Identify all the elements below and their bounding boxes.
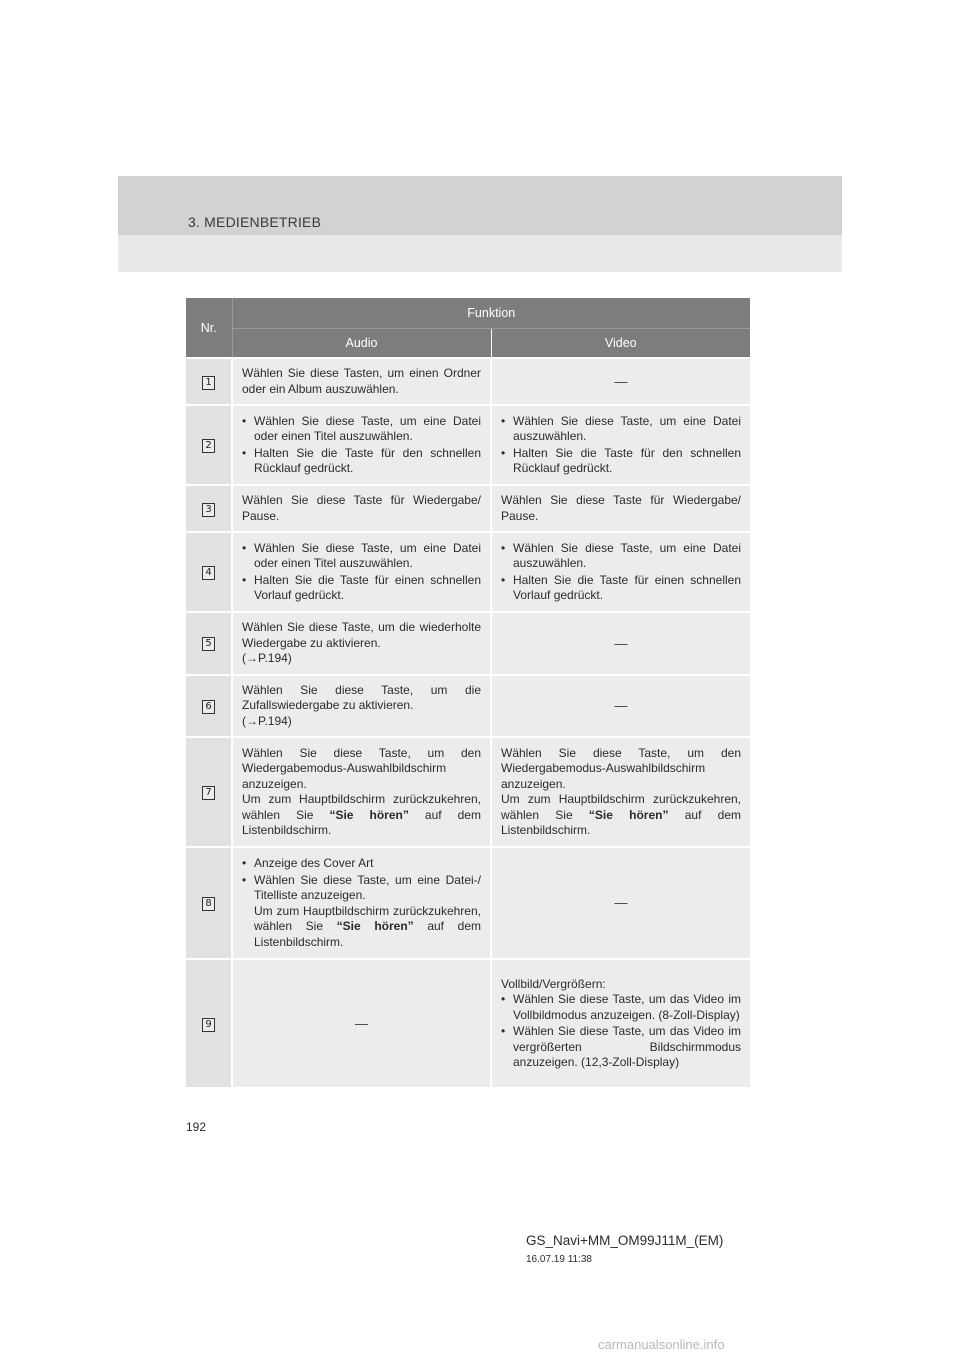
table-row: [186, 959, 750, 1087]
video-cell: [491, 959, 750, 1087]
video-cell: [491, 405, 750, 485]
row-number-badge: 2: [202, 439, 215, 453]
audio-cell: [232, 532, 491, 612]
audio-cell: [232, 675, 491, 738]
table-row: [186, 612, 750, 675]
bullet-item: • Halten Sie die Taste für den schnellen Rücklauf gedrückt.: [501, 446, 741, 477]
dash: —: [614, 895, 628, 911]
audio-cell: [232, 737, 491, 847]
page-reference: (→P.194): [242, 651, 292, 665]
header-funktion: Funktion: [232, 298, 750, 329]
audio-text: auf dem Listenbildschirm.: [242, 807, 481, 837]
page-number: 192: [186, 1120, 207, 1134]
bullet-item: • Wählen Sie diese Taste, um eine Datei auszuwählen.: [501, 414, 741, 445]
bullet-item: • Halten Sie die Taste für einen schnellen Vorlauf gedrückt.: [242, 573, 481, 604]
table-row: [186, 358, 750, 405]
page-reference: (→P.194): [242, 713, 292, 728]
bullet-item: • Halten Sie die Taste für einen schnellen Vorlauf gedrückt.: [501, 573, 741, 604]
video-cell: [491, 847, 750, 959]
bullet-item: • Halten Sie die Taste für den schnellen Rücklauf gedrückt.: [242, 446, 481, 477]
table-row: [186, 532, 750, 612]
audio-text: Um zum Hauptbildschirm zurückzukehren, wählen Sie: [254, 903, 481, 933]
bullet-item: • Wählen Sie diese Taste, um das Video im Vollbildmodus anzuzeigen. (8-Zoll-Display): [501, 992, 741, 1023]
bullet-item: • Wählen Sie diese Taste, um eine Datei oder einen Titel auszuwählen.: [242, 414, 481, 445]
audio-text: Wählen Sie diese Tasten, um einen Ordner oder ein Album auszuwählen.: [242, 366, 481, 396]
print-timestamp: 16.07.19 11:38: [526, 1254, 592, 1265]
video-text: Wählen Sie diese Taste für Wiedergabe/ Pause.: [501, 493, 742, 523]
audio-text: Wählen Sie diese Taste, um eine Datei-/ Titelliste anzuzeigen.: [254, 872, 481, 902]
video-text: Wählen Sie diese Taste, um den Wiedergabemodus-Auswahlbildschirm anzuzeigen.: [501, 745, 742, 791]
bullet-item: • Wählen Sie diese Taste, um das Video im vergrößerten Bildschirmmodus anzuzeigen. (12,3-Zoll-Display): [501, 1024, 741, 1071]
video-cell: [491, 358, 750, 405]
audio-cell: [232, 405, 491, 485]
dash: —: [614, 373, 628, 389]
audio-text: Wählen Sie diese Taste, um die wiederholte Wiedergabe zu aktivieren.: [242, 620, 481, 650]
video-text: Um zum Hauptbildschirm zurückzukehren, wählen Sie: [501, 792, 742, 822]
dash: —: [614, 698, 628, 713]
sie-hoeren-label: “Sie hören”: [329, 807, 409, 822]
table-row: [186, 847, 750, 959]
bullet-item: [242, 873, 481, 951]
row-number-badge: 3: [202, 503, 215, 517]
row-number-badge: 4: [202, 566, 215, 580]
video-cell: [491, 485, 750, 532]
audio-cell: [232, 612, 491, 675]
header-band: [118, 176, 842, 272]
row-number-badge: 8: [202, 897, 215, 911]
audio-text: Um zum Hauptbildschirm zurückzukehren, wählen Sie: [242, 792, 481, 822]
audio-text: Wählen Sie diese Taste für Wiedergabe/ Pause.: [242, 493, 481, 523]
table-row: [186, 675, 750, 738]
audio-text: Wählen Sie diese Taste, um die Zufallswiedergabe zu aktivieren.: [242, 682, 481, 712]
row-number-badge: 7: [202, 786, 215, 800]
table-row: [186, 737, 750, 847]
bullet-item: • Anzeige des Cover Art: [242, 856, 481, 872]
row-number-badge: 6: [202, 700, 215, 714]
header-video: Video: [491, 329, 750, 359]
video-cell: [491, 737, 750, 847]
document-id: GS_Navi+MM_OM99J11M_(EM): [526, 1233, 724, 1248]
video-cell: [491, 675, 750, 738]
bullet-item: • Wählen Sie diese Taste, um eine Datei auszuwählen.: [501, 541, 741, 572]
dash: —: [614, 635, 628, 651]
audio-text: Wählen Sie diese Taste, um den Wiedergabemodus-Auswahlbildschirm anzuzeigen.: [242, 745, 481, 791]
bullet-item: • Wählen Sie diese Taste, um eine Datei oder einen Titel auszuwählen.: [242, 541, 481, 572]
video-cell: [491, 612, 750, 675]
table-row: [186, 485, 750, 532]
audio-text: auf dem Listenbildschirm.: [254, 919, 481, 949]
row-number-badge: 1: [202, 376, 215, 390]
row-number-badge: 5: [202, 637, 215, 651]
audio-cell: [232, 959, 491, 1087]
sie-hoeren-label: “Sie hören”: [336, 919, 414, 933]
video-cell: [491, 532, 750, 612]
video-text: Vollbild/Vergrößern:: [501, 976, 606, 991]
audio-cell: [232, 847, 491, 959]
table-row: [186, 405, 750, 485]
header-nr: Nr.: [186, 298, 232, 358]
audio-cell: [232, 358, 491, 405]
function-table: [186, 298, 750, 1087]
row-number-badge: 9: [202, 1018, 215, 1032]
header-audio: Audio: [232, 329, 491, 359]
section-title: 3. MEDIENBETRIEB: [188, 214, 322, 230]
video-text: auf dem Listenbildschirm.: [501, 807, 741, 837]
watermark: carmanualsonline.info: [598, 1337, 725, 1352]
header-bar: [118, 176, 842, 235]
dash: —: [355, 1015, 368, 1031]
sie-hoeren-label: “Sie hören”: [588, 807, 669, 822]
audio-cell: [232, 485, 491, 532]
